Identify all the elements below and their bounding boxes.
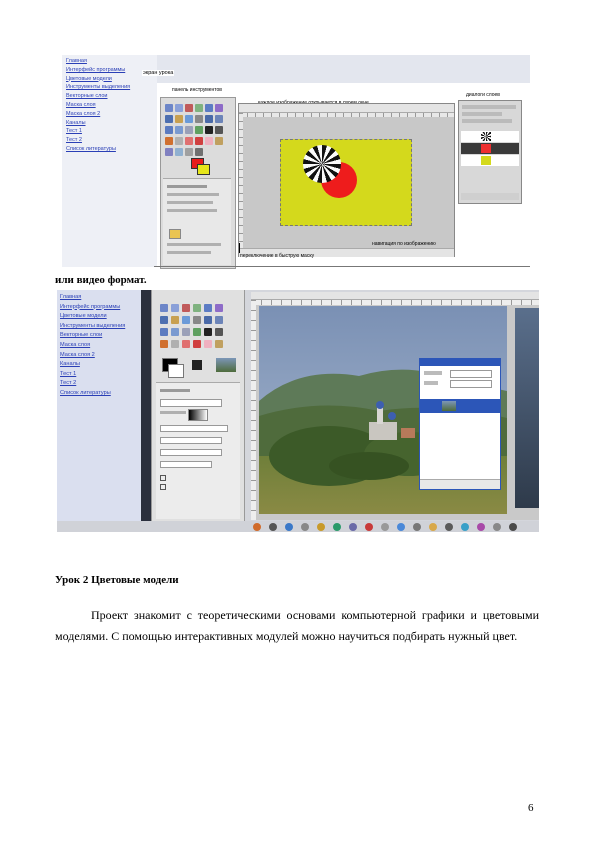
color-picker-icon[interactable] [171,316,179,324]
annotation-quickmask: переключение в быструю маску [240,253,315,259]
zoom-icon[interactable] [182,316,190,324]
image-menubar[interactable] [239,104,454,113]
paths-icon[interactable] [160,316,168,324]
lesson-tab[interactable]: экран урока [143,70,174,76]
eraser-icon[interactable] [204,340,212,348]
pencil-icon[interactable] [182,340,190,348]
heal-icon[interactable] [175,148,183,156]
layer-row[interactable] [461,155,519,166]
gimp-toolbox [160,97,236,269]
measure-icon[interactable] [193,316,201,324]
brush-icon[interactable] [195,137,203,145]
zoom-icon[interactable] [185,115,193,123]
pattern-swatch[interactable] [169,229,181,239]
background-color-swatch[interactable] [197,164,210,175]
lasso-icon[interactable] [185,104,193,112]
screenshot-divider [154,266,530,267]
shear-icon[interactable] [185,126,193,134]
mode-select[interactable] [450,370,492,378]
layer-row[interactable] [461,131,519,142]
tool-options-panel [163,178,231,265]
annotation-navigation: навигация по изображению [372,241,436,247]
pencil-icon[interactable] [185,137,193,145]
airbrush-icon[interactable] [215,137,223,145]
dock-app-icon[interactable] [477,523,485,531]
nav-link[interactable]: Маска слоя 2 [60,351,95,358]
eraser-icon[interactable] [205,137,213,145]
layer-row-selected[interactable] [461,143,519,154]
dock-app-icon[interactable] [301,523,309,531]
move-icon[interactable] [204,316,212,324]
measure-icon[interactable] [195,115,203,123]
dock-app-icon[interactable] [413,523,421,531]
dock-app-icon[interactable] [381,523,389,531]
gradient-preview[interactable] [188,409,208,421]
scissors-icon[interactable] [215,304,223,312]
perspective-icon[interactable] [195,126,203,134]
select-rect-icon[interactable] [165,104,173,112]
lesson-nav-panel [57,290,141,522]
image-menubar[interactable] [251,292,539,300]
brush-icon[interactable] [193,340,201,348]
select-color-icon[interactable] [205,104,213,112]
nav-link[interactable]: Векторные слои [60,332,103,339]
nav-link[interactable]: Цветовые модели [60,313,107,320]
flip-icon[interactable] [215,126,223,134]
image-canvas[interactable] [280,139,412,226]
lasso-icon[interactable] [182,304,190,312]
annotation-toolbox: панель инструментов [172,87,222,93]
nav-link[interactable]: Маска слоя [66,101,96,108]
dock-app-icon[interactable] [317,523,325,531]
layers-button-bar[interactable] [420,479,500,489]
color-picker-icon[interactable] [175,115,183,123]
annotation-dialogs: диалоги слоев [466,92,500,98]
magic-wand-icon[interactable] [195,104,203,112]
opacity-field[interactable] [450,380,492,388]
nav-link[interactable]: Интерфейс программы [66,66,126,73]
scale-icon[interactable] [175,126,183,134]
dock-app-icon[interactable] [461,523,469,531]
vertical-ruler [239,113,243,248]
rotate-icon[interactable] [165,126,173,134]
layers-dialog [458,100,522,204]
nav-link[interactable]: Инструменты выделения [66,84,131,91]
dock-app-icon[interactable] [285,523,293,531]
background-desktop [515,308,539,508]
checkbox[interactable] [160,484,166,490]
perspective-icon[interactable] [193,328,201,336]
select-ellipse-icon[interactable] [171,304,179,312]
select-color-icon[interactable] [204,304,212,312]
crop-icon[interactable] [215,316,223,324]
nav-link[interactable]: Тест 1 [60,370,77,377]
lesson-nav-panel [62,55,157,267]
clone-icon[interactable] [165,148,173,156]
select-rect-icon[interactable] [160,304,168,312]
background-color-swatch[interactable] [168,364,184,378]
shear-icon[interactable] [182,328,190,336]
nav-link[interactable]: Главная [60,294,82,300]
bucket-fill-icon[interactable] [165,137,173,145]
nav-link[interactable]: Главная [66,58,87,64]
gradient-icon[interactable] [175,137,183,145]
text-icon[interactable] [205,126,213,134]
layers-button-bar[interactable] [461,193,519,200]
paths-icon[interactable] [165,115,173,123]
nav-link[interactable]: Тест 2 [60,380,77,387]
flip-icon[interactable] [215,328,223,336]
nav-link[interactable]: Тест 1 [66,128,82,135]
horizontal-ruler [239,113,454,117]
gradient-icon[interactable] [171,340,179,348]
image-thumbnail[interactable] [216,358,236,372]
rotate-icon[interactable] [160,328,168,336]
page-number: 6 [528,802,534,814]
layers-dialog [419,358,501,490]
scale-icon[interactable] [171,328,179,336]
dock-app-icon[interactable] [493,523,501,531]
arrow-pointer [239,243,246,253]
tool-options-panel [156,382,240,519]
magic-wand-icon[interactable] [193,304,201,312]
text-icon[interactable] [204,328,212,336]
dock-app-icon[interactable] [253,523,261,531]
dodge-burn-icon[interactable] [195,148,203,156]
horizontal-ruler [251,300,539,305]
lesson-heading: Урок 2 Цветовые модели [55,574,179,586]
nav-link[interactable]: Тест 2 [66,137,82,144]
side-strip [141,290,151,522]
airbrush-icon[interactable] [215,340,223,348]
gimp-toolbox [151,290,245,522]
dock-app-icon[interactable] [349,523,357,531]
nav-link[interactable]: Каналы [66,119,86,126]
dock-app-icon[interactable] [269,523,277,531]
nav-link[interactable]: Список литературы [60,389,111,396]
dock-app-icon[interactable] [397,523,405,531]
vertical-ruler [251,300,256,520]
select-ellipse-icon[interactable] [175,104,183,112]
screenshot-gimp-interface [62,55,530,267]
nav-link[interactable]: Векторные слои [66,93,108,100]
crop-icon[interactable] [215,115,223,123]
radial-pattern-disc [303,145,341,183]
move-icon[interactable] [205,115,213,123]
scissors-icon[interactable] [215,104,223,112]
caption-fragment: или видео формат. [55,274,147,286]
dock-app-icon[interactable] [445,523,453,531]
brush-preview[interactable] [192,360,202,370]
smudge-icon[interactable] [185,148,193,156]
layer-row-selected[interactable] [420,399,500,413]
nav-link[interactable]: Список литературы [66,145,116,152]
nav-link[interactable]: Инструменты выделения [60,322,126,329]
nav-link[interactable]: Каналы [60,361,80,368]
nav-link[interactable]: Интерфейс программы [60,303,121,310]
dock-app-icon[interactable] [365,523,373,531]
dialog-titlebar[interactable] [420,359,500,366]
body-paragraph: Проект знакомит с теоретическими основами компьютерной графики и цветовыми моделями. С помощью интерактивных модулей можно научиться подбирать нужный цвет. [55,608,539,643]
dock-app-icon[interactable] [333,523,341,531]
nav-link[interactable]: Маска слоя 2 [66,110,101,117]
bucket-fill-icon[interactable] [160,340,168,348]
nav-link[interactable]: Маска слоя [60,341,91,348]
nav-link[interactable]: Цветовые модели [66,75,112,82]
checkbox[interactable] [160,475,166,481]
dock-app-icon[interactable] [509,523,517,531]
screenshot-gimp-photo [57,290,539,532]
dock-app-icon[interactable] [429,523,437,531]
